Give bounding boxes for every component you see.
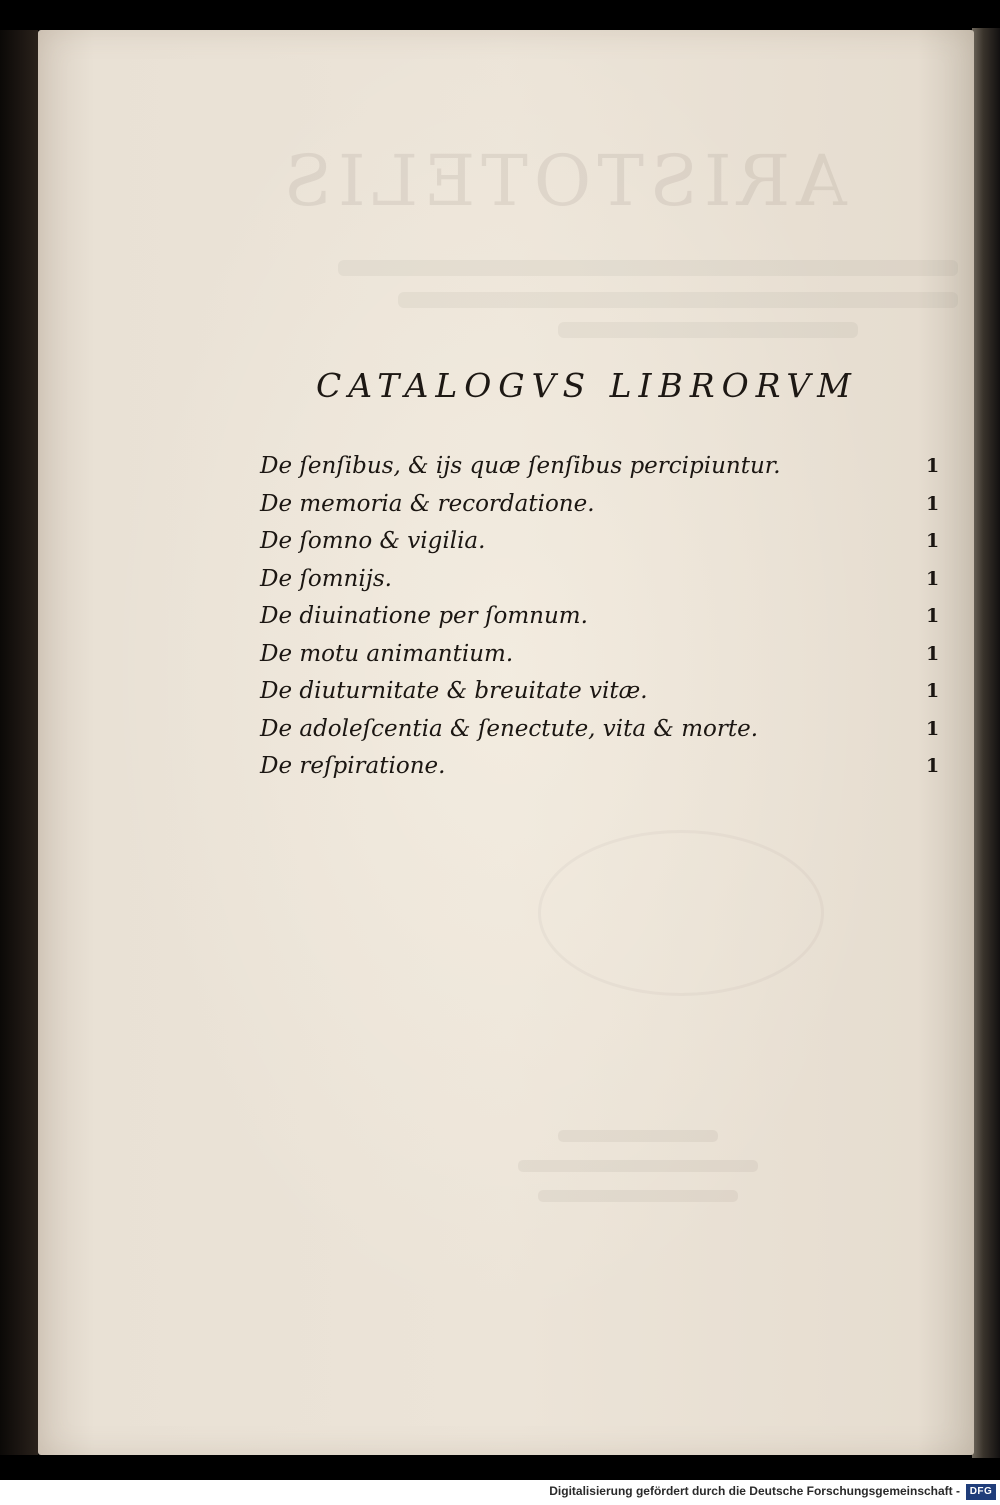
show-through-line <box>558 1130 718 1142</box>
toc-entry-page-number: 1 <box>926 680 940 702</box>
toc-entry-page-number: 1 <box>926 567 940 590</box>
table-of-contents <box>260 448 960 786</box>
toc-entry <box>260 448 960 486</box>
toc-entry-title: De diuinatione per ſomnum. <box>260 603 588 629</box>
toc-entry-page-number: 1 <box>926 605 940 627</box>
toc-entry-title: De adoleſcentia & ſenectute, vita & morte. <box>260 715 759 742</box>
dfg-logo: DFG <box>966 1484 996 1500</box>
show-through-line <box>398 292 958 308</box>
toc-entry-page-number: 1 <box>926 755 940 777</box>
show-through-decoration: ARISTOTELIS <box>278 140 847 222</box>
show-through-line <box>538 1190 738 1202</box>
toc-entry <box>260 561 960 599</box>
book-edge-right <box>972 28 1000 1458</box>
book-page <box>38 30 974 1455</box>
toc-entry-title: De ſomno & vigilia. <box>260 528 486 554</box>
toc-entry-page-number: 1 <box>926 455 940 477</box>
toc-entry-title: De reſpiratione. <box>260 753 446 779</box>
toc-entry <box>260 523 960 561</box>
toc-entry-page-number: 1 <box>926 530 940 552</box>
show-through-line <box>338 260 958 276</box>
toc-entry-title: De motu animantium. <box>260 640 514 667</box>
toc-entry <box>260 486 960 524</box>
toc-entry <box>260 598 960 636</box>
toc-entry-title: De memoria & recordatione. <box>260 490 595 517</box>
show-through-line <box>558 322 858 338</box>
toc-entry-title: De diuturnitate & breuitate vitæ. <box>260 678 648 704</box>
show-through-ring <box>538 830 824 996</box>
toc-entry-title: De ſomnijs. <box>260 565 392 592</box>
toc-entry-page-number: 1 <box>926 492 940 515</box>
toc-entry <box>260 711 960 749</box>
toc-entry <box>260 748 960 786</box>
toc-entry <box>260 673 960 711</box>
toc-entry <box>260 636 960 674</box>
footer-bar <box>0 1480 1000 1505</box>
show-through-line <box>518 1160 758 1172</box>
toc-entry-page-number: 1 <box>926 642 940 665</box>
toc-entry-title: De ſenſibus, & ijs quæ ſenſibus percipiuntur. <box>260 453 781 479</box>
toc-entry-page-number: 1 <box>926 717 940 740</box>
catalog-heading: CATALOGVS LIBRORVM <box>316 366 858 405</box>
book-spine-left <box>0 30 38 1455</box>
footer-credit: Digitalisierung gefördert durch die Deutsche Forschungsgemeinschaft - <box>549 1484 960 1498</box>
